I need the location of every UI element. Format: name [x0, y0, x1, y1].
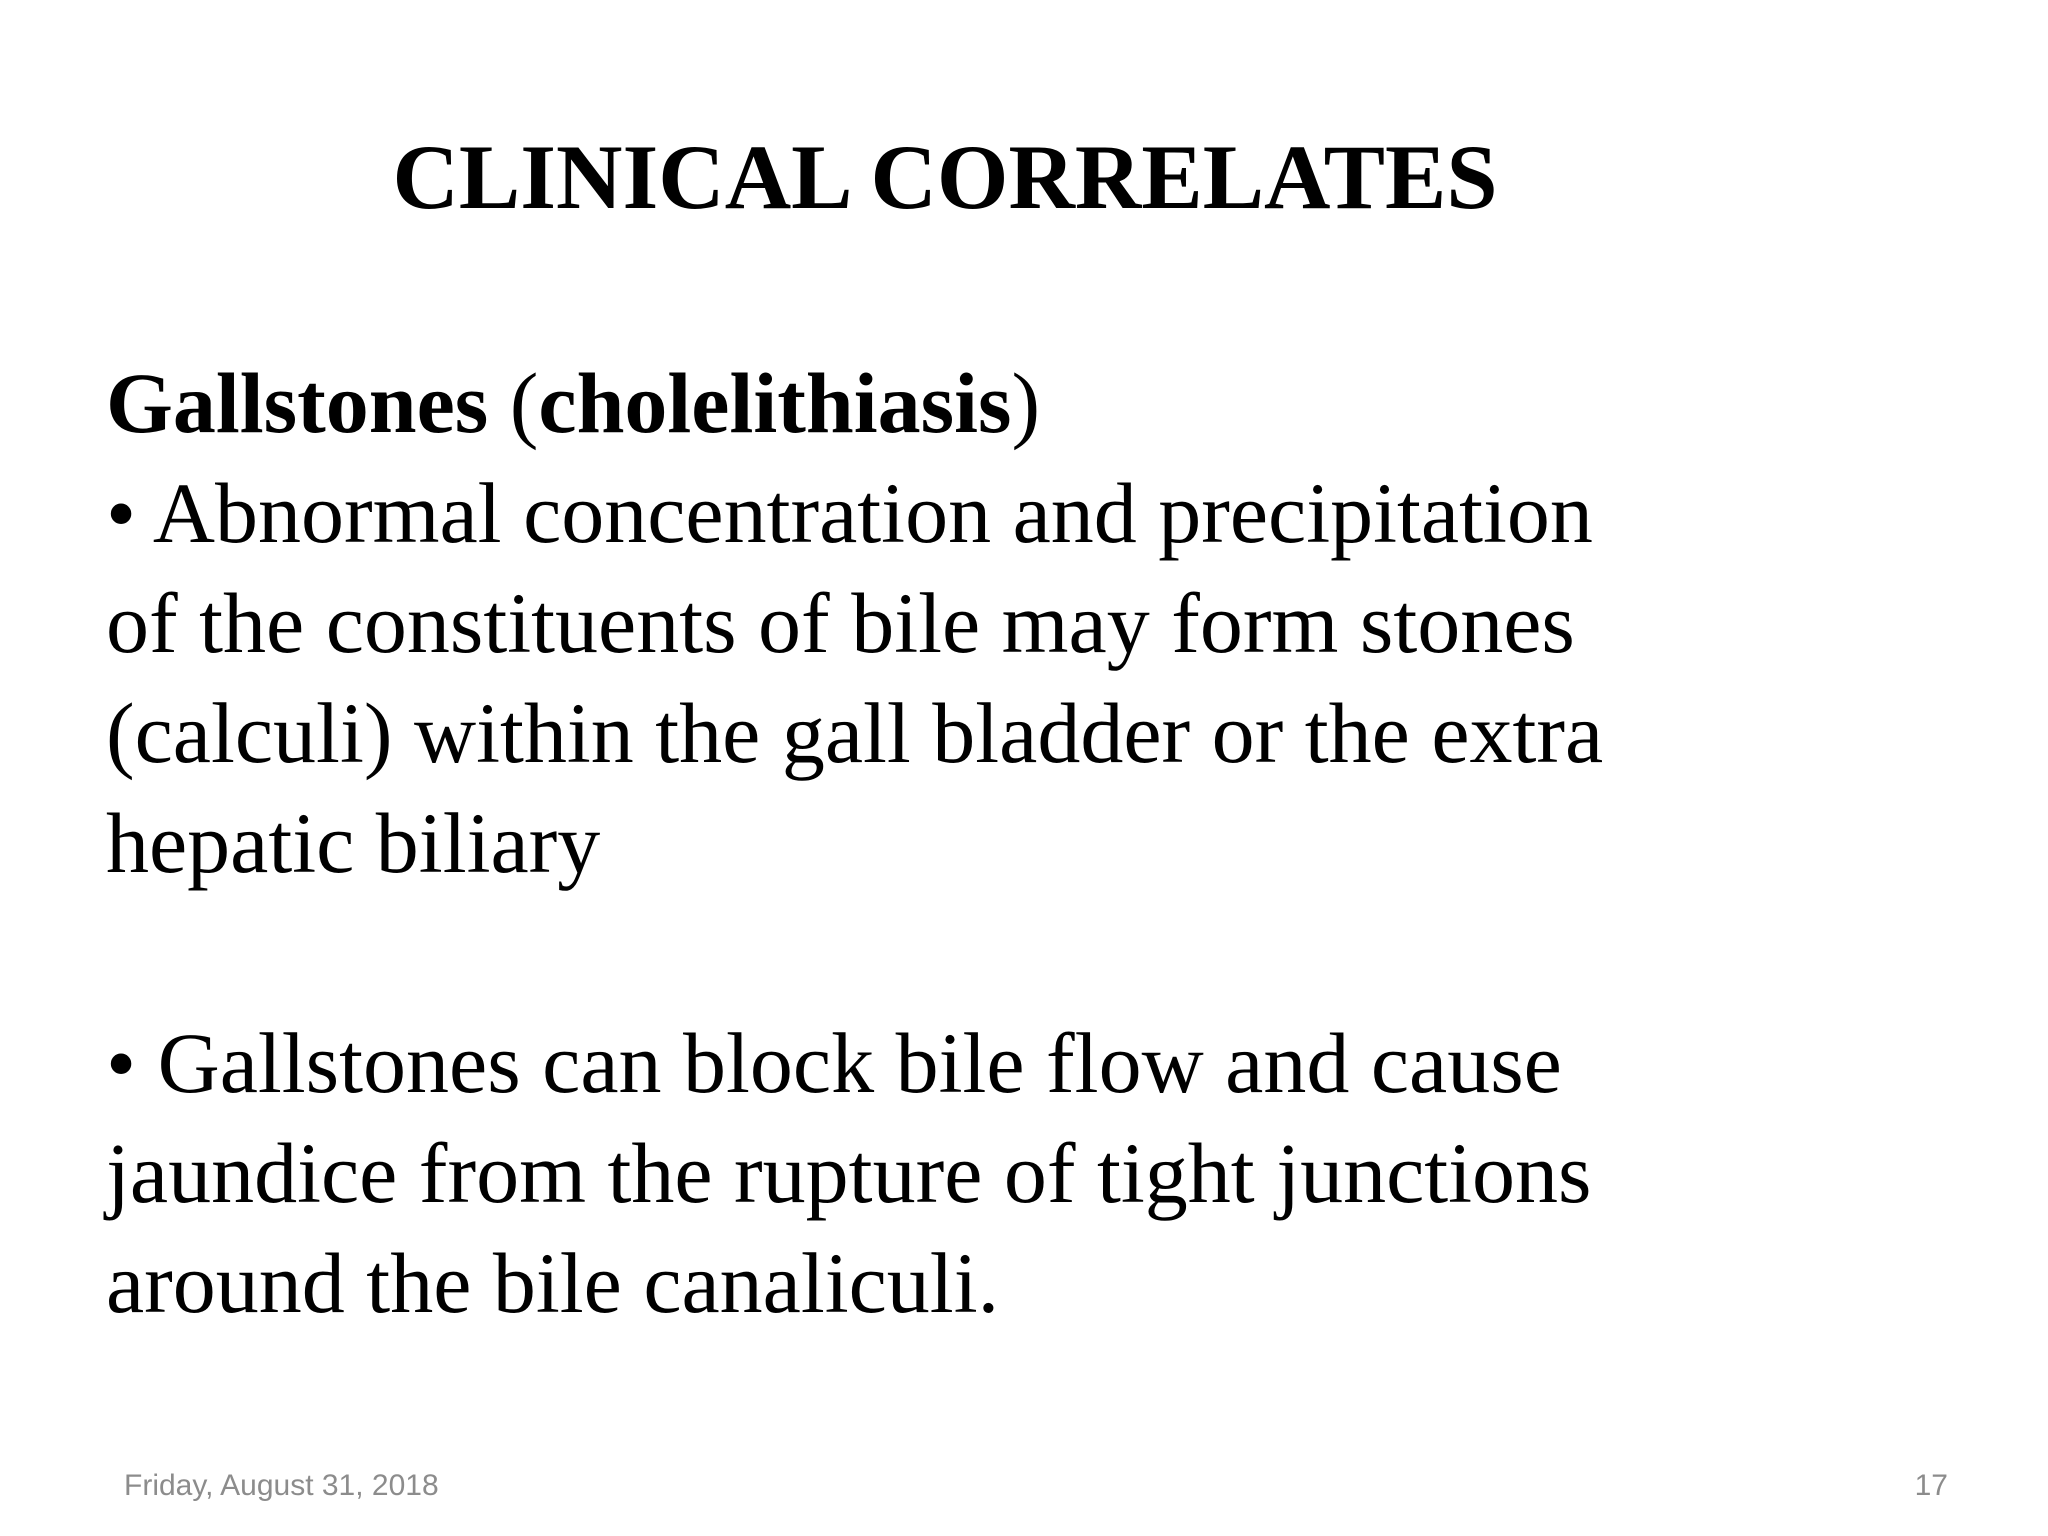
heading-open-paren: (	[488, 355, 539, 451]
footer-date: Friday, August 31, 2018	[124, 1469, 439, 1502]
slide-title: CLINICAL CORRELATES	[392, 126, 1498, 228]
heading-close-paren: )	[1011, 355, 1041, 451]
bullet-1	[106, 458, 1826, 898]
bullet-2-line: jaundice from the rupture of tight junctions	[106, 1125, 1592, 1221]
bullet-1-line: (calculi) within the gall bladder or the extra	[106, 685, 1604, 781]
bullet-1-line: of the constituents of bile may form stones	[106, 575, 1575, 671]
paragraph-gap	[106, 898, 1826, 1008]
bullet-2-line: around the bile canaliculi.	[106, 1235, 1000, 1331]
slide-body	[106, 348, 1826, 1338]
bullet-2-line: • Gallstones can block bile flow and cause	[106, 1015, 1562, 1111]
bullet-2	[106, 1008, 1826, 1338]
slide-number: 17	[1914, 1469, 1948, 1502]
section-heading	[106, 348, 1826, 458]
bullet-1-line: • Abnormal concentration and precipitation	[106, 465, 1593, 561]
heading-subterm: cholelithiasis	[538, 355, 1012, 451]
heading-term: Gallstones	[106, 355, 489, 451]
bullet-1-line: hepatic biliary	[106, 795, 601, 891]
